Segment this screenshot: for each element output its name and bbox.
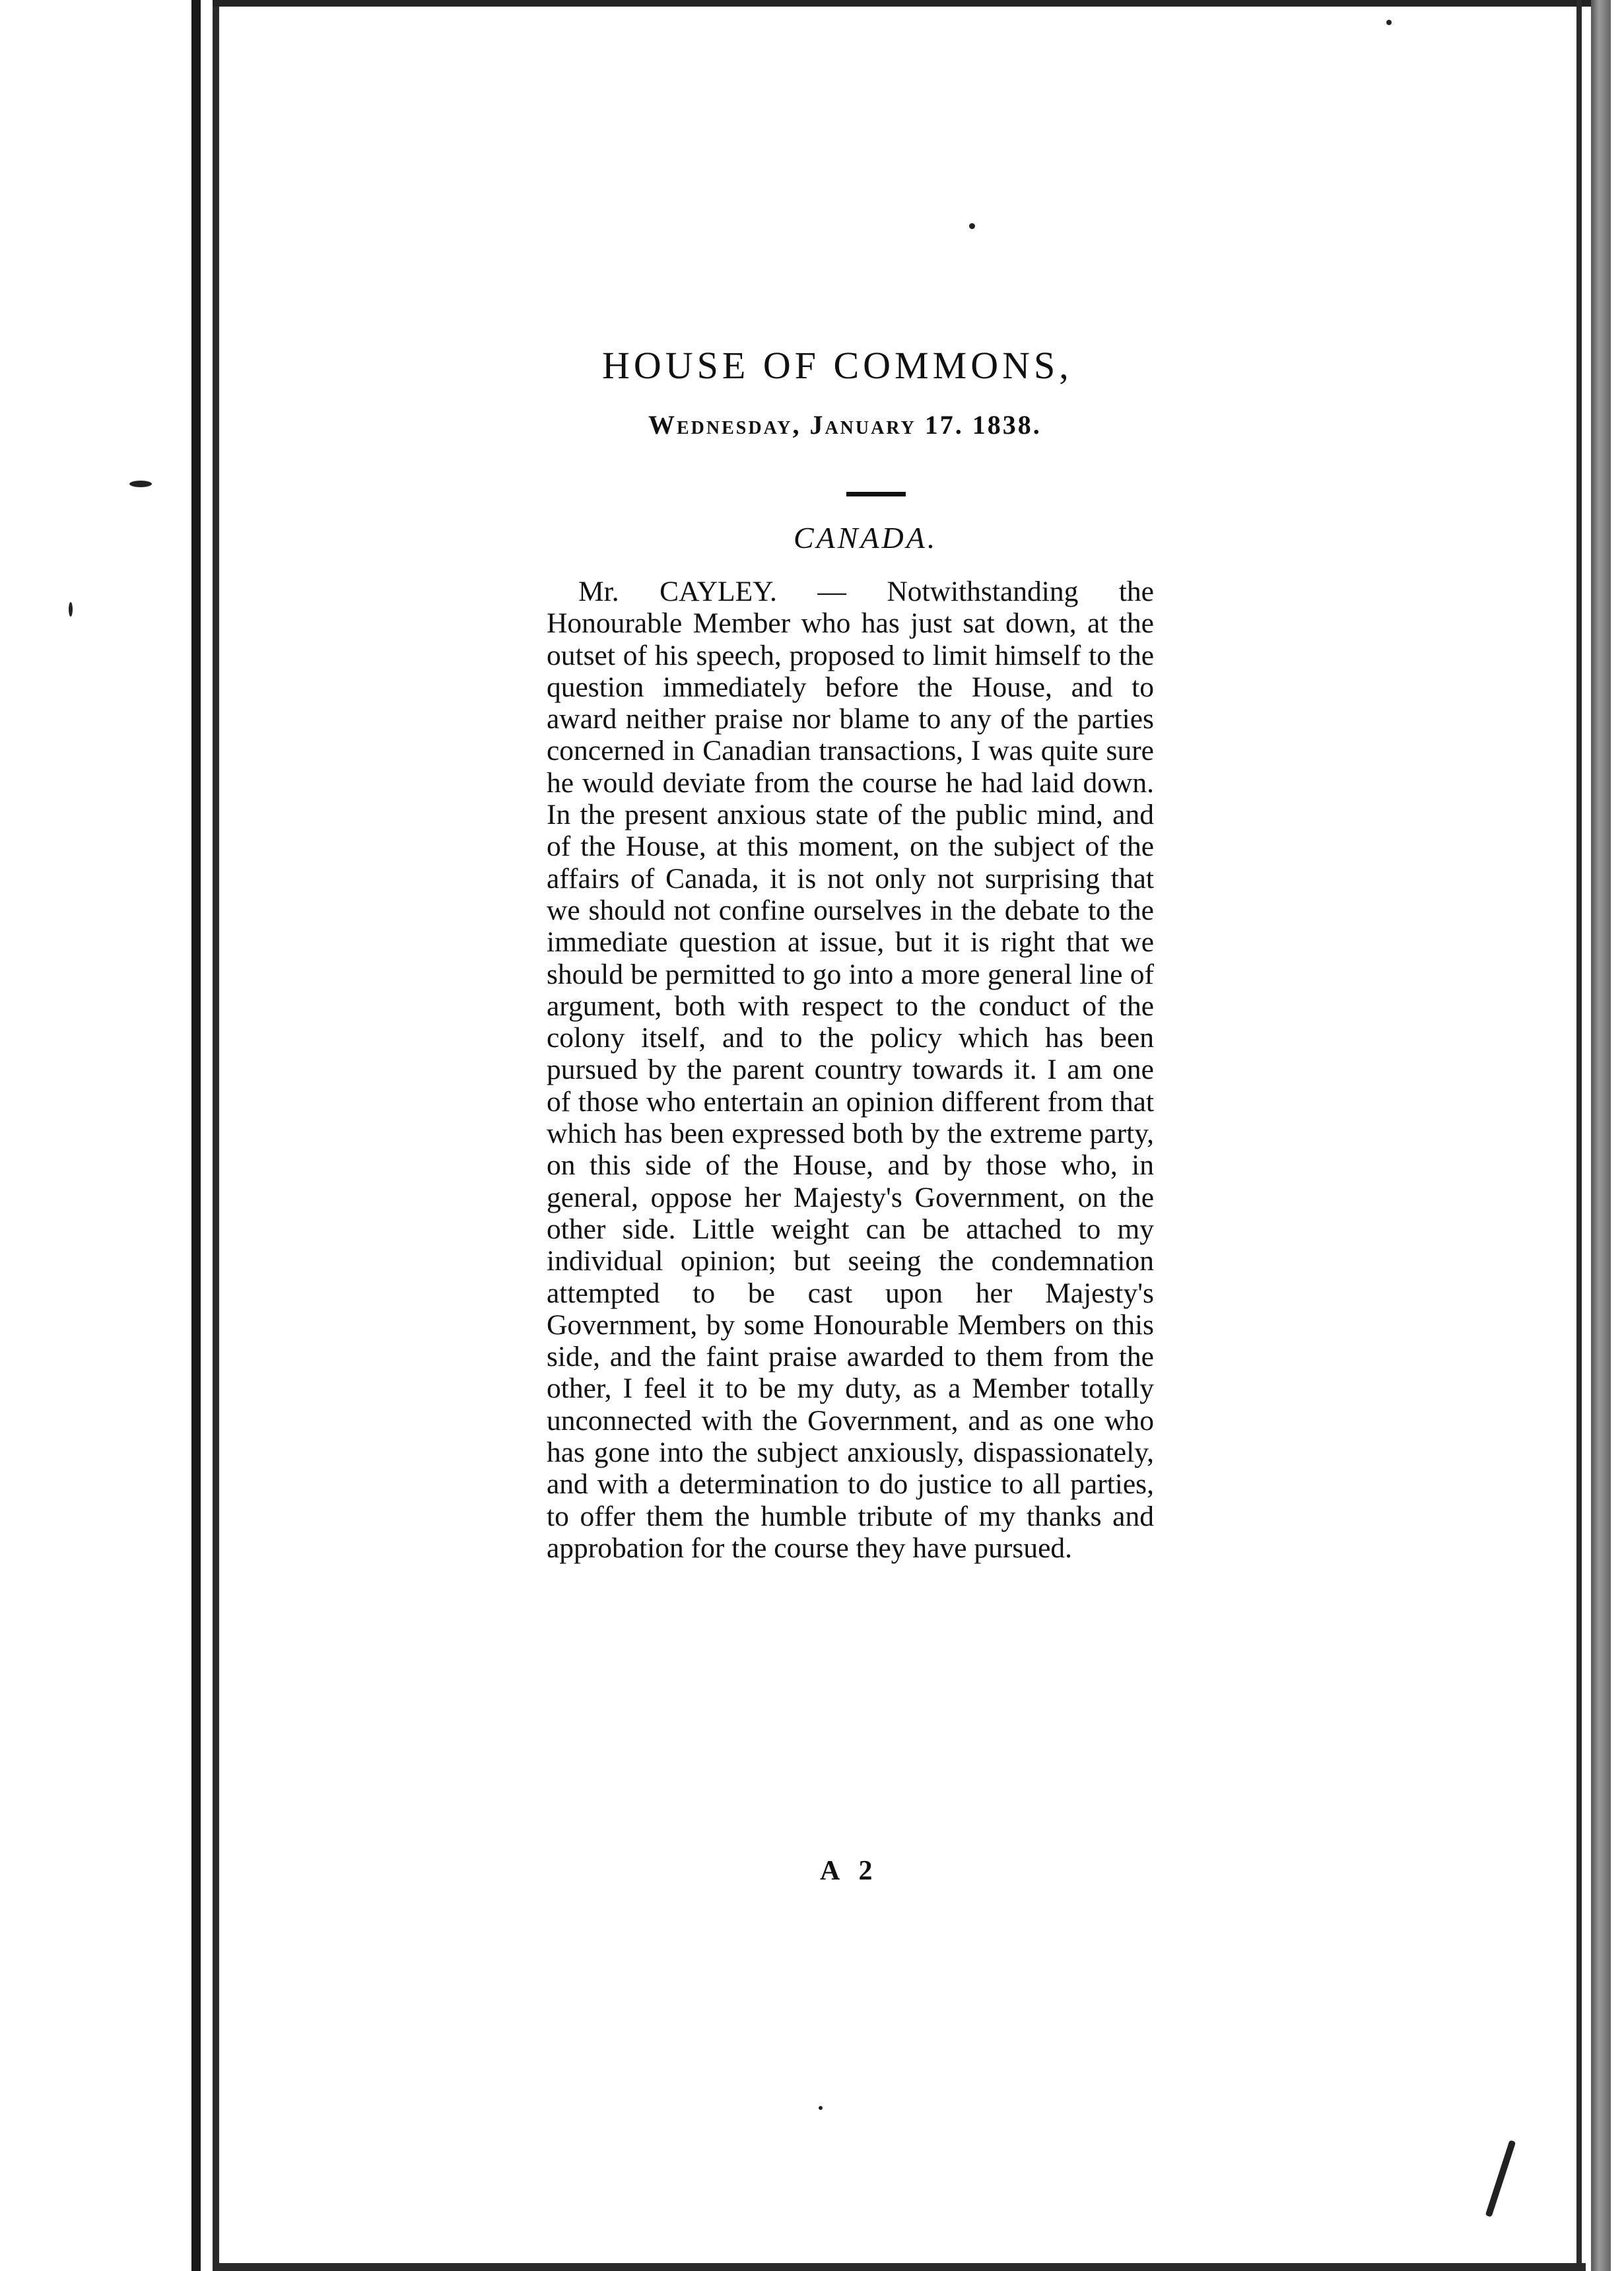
page-bottom-edge — [213, 2263, 1586, 2271]
scan-speck — [1485, 2140, 1516, 2217]
page-right-edge — [1576, 0, 1582, 2271]
speech-paragraph — [547, 576, 1154, 1564]
session-date: Wednesday, January 17. 1838. — [648, 410, 1042, 440]
speaker-name: Mr. CAYLEY. — [578, 576, 777, 607]
page-top-edge — [213, 0, 1606, 7]
right-outer-margin — [1611, 0, 1624, 2271]
scan-speck — [1386, 20, 1392, 25]
page-signature: A 2 — [820, 1856, 879, 1886]
page-left-edge — [213, 0, 219, 2271]
left-scan-border — [191, 0, 201, 2271]
speech-text: Notwithstanding the Honourable Member who has just sat down, at the outset of his speech, proposed to limit himself to the question immediately before the House, and to award neither praise nor blame to any of the parties concerned in Canadian transactions, I was quite sure he would deviate from the course he had laid down. In the present anxious state of the public mind, and of the House, at this moment, on the subject of the affairs of Canada, it is not only not surprising that we should not confine ourselves in the debate to the immediate question at issue, but it is right that we should be permitted to go into a more general line of argument, both with respect to the conduct of the colony itself, and to the policy which has been pursued by the parent country towards it. I am one of those who entertain an opinion different from that which has been expressed both by the extreme party, on this side of the House, and by those who, in general, oppose her Majesty's Government, on the other side. Little weight can be attached to my individual opinion; but seeing the condemnation attempted to be cast upon her Majesty's Government, by some Honourable Members on this side, and the faint praise awarded to them from the other, I feel it to be my duty, as a Member totally unconnected with the Government, and as one who has gone into the subject anxiously, dispassionately, and with a determination to do justice to all parties, to offer them the humble tribute of my thanks and approbation for the course they have pursued. — [547, 576, 1154, 1564]
scan-speck — [819, 2106, 823, 2110]
scan-speck — [129, 481, 152, 487]
section-title: CANADA. — [794, 521, 938, 555]
page-title: HOUSE OF COMMONS, — [602, 344, 1073, 387]
scan-speck — [969, 223, 975, 229]
left-page-margin — [0, 0, 205, 2271]
right-scan-border — [1591, 0, 1611, 2271]
title-divider — [846, 492, 906, 496]
speech-dash: — — [776, 576, 887, 607]
scan-speck — [69, 602, 73, 617]
